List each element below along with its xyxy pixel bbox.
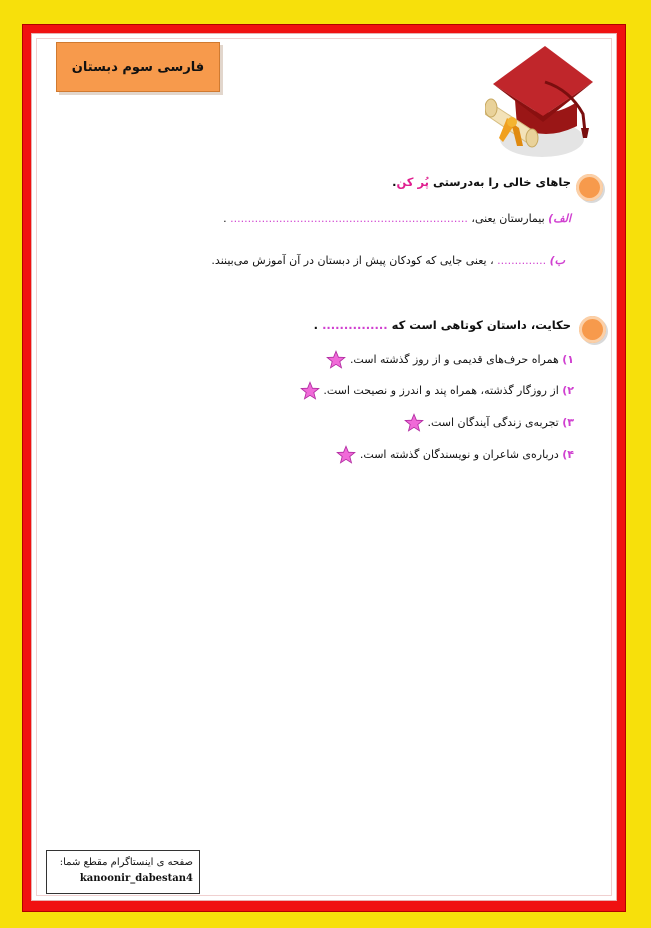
footer-label: صفحه ی اینستاگرام مقطع شما: — [59, 857, 193, 868]
item-b-blank[interactable]: .............. — [497, 254, 547, 267]
option-3-number: ۳) — [562, 416, 574, 429]
item-b-text: ، یعنی جایی که کودکان پیش از دبستان در آن آموزش می‌بینند. — [211, 254, 494, 267]
item-a-end: . — [223, 212, 227, 225]
page-inner-border — [36, 38, 612, 896]
question1-item-b — [211, 254, 565, 267]
question2-bullet — [579, 316, 606, 343]
star-icon — [404, 413, 424, 433]
question2-prompt — [314, 318, 571, 332]
question1-prompt-accent: پُر کن — [396, 175, 429, 189]
option-2[interactable] — [300, 381, 574, 401]
question2-prompt-end: . — [313, 318, 319, 332]
instagram-handle[interactable]: kanoonir_dabestan4 — [79, 873, 193, 884]
question2-blank[interactable]: ............... — [322, 318, 388, 332]
star-icon — [326, 350, 346, 370]
option-2-number: ۲) — [562, 384, 574, 397]
option-4-text: درباره‌ی شاعران و نویسندگان گذشته است. — [359, 448, 559, 461]
question1-prompt — [392, 175, 571, 189]
option-3[interactable] — [404, 413, 574, 433]
question1-prompt-text: جاهای خالی را به‌درستی — [432, 175, 571, 189]
option-1-text: همراه حرف‌های قدیمی و از روز گذشته است. — [349, 353, 559, 366]
option-3-text: تجربه‌ی زندگی آیندگان است. — [427, 416, 559, 429]
option-4-number: ۴) — [562, 448, 574, 461]
question1-bullet — [576, 174, 603, 201]
item-a-label: الف) — [548, 212, 571, 225]
star-icon — [300, 381, 320, 401]
item-a-text: بیمارستان یعنی، — [471, 212, 545, 225]
graduation-cap-icon — [485, 42, 595, 160]
item-b-label: ب) — [549, 254, 565, 267]
option-4[interactable] — [336, 445, 574, 465]
question1-item-a — [223, 212, 571, 225]
page-title: فارسی سوم دبستان — [71, 59, 205, 75]
option-1-number: ۱) — [562, 353, 574, 366]
option-1[interactable] — [326, 350, 574, 370]
title-box — [56, 42, 220, 92]
instagram-footer-box — [46, 850, 200, 894]
option-2-text: از روزگار گذشته، همراه پند و اندرز و نصیحت است. — [323, 384, 559, 397]
item-a-blank[interactable]: .................................................................... — [230, 212, 468, 225]
star-icon — [336, 445, 356, 465]
question1-prompt-end: . — [392, 175, 397, 189]
question2-prompt-text: حکایت، داستان کوتاهی است که — [391, 318, 571, 332]
